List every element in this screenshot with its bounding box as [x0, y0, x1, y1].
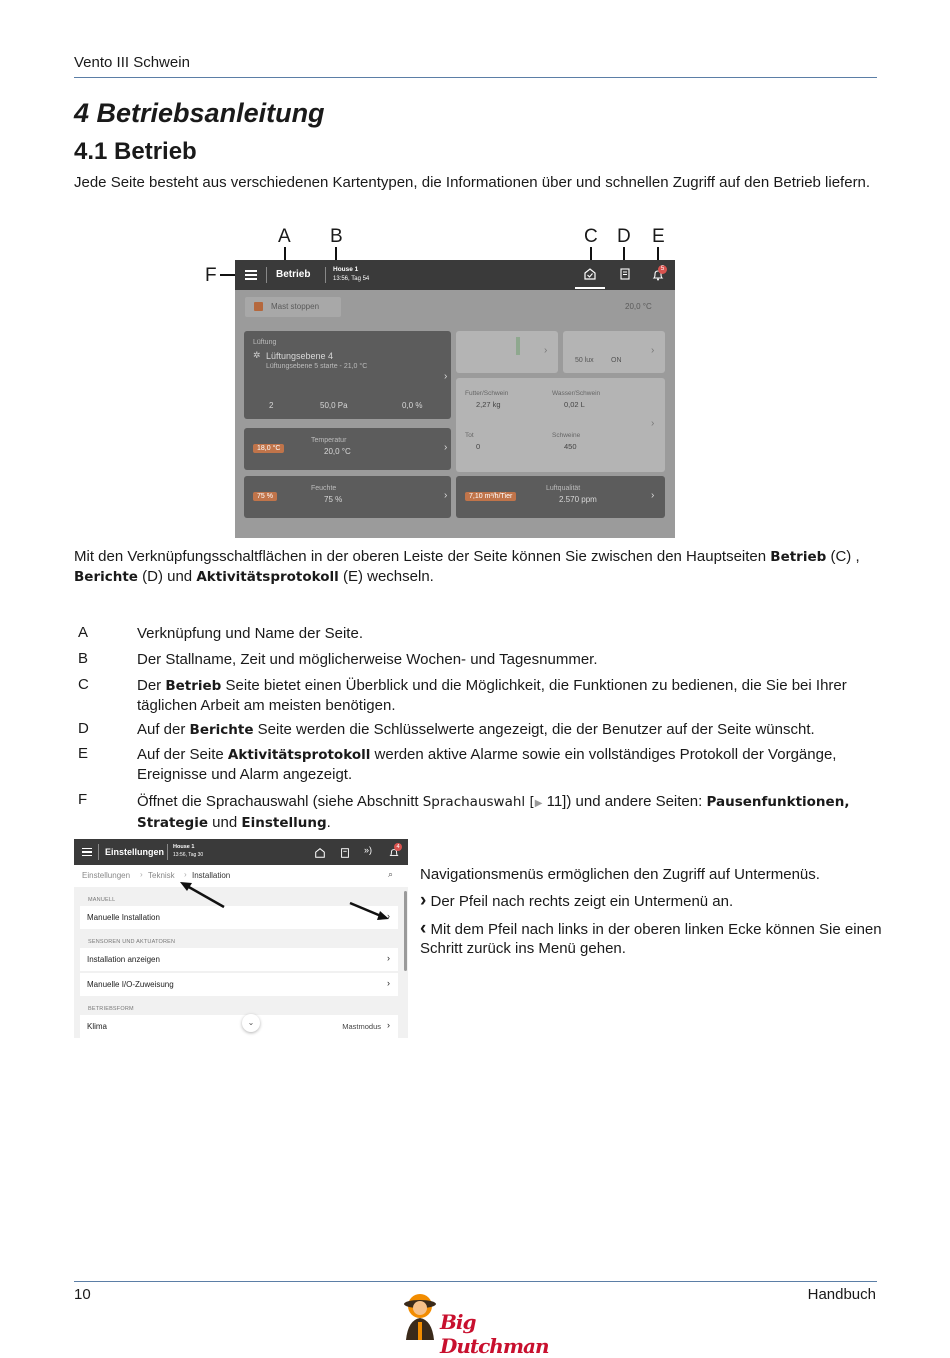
- temperature-setpoint: 18,0 °C: [253, 444, 284, 453]
- chevron-right-icon: ›: [387, 978, 390, 988]
- time-day: 13:56, Tag 54: [333, 276, 370, 282]
- dead-count: 0: [476, 442, 481, 451]
- ventilation-card[interactable]: Lüftung Lüftungsebene 4 ✲ Lüftungsebene 5 starte - 21,0 °C 2 50,0 Pa 0,0 % ›: [244, 331, 451, 419]
- percentage-value: 0,0 %: [402, 401, 423, 410]
- humidity-value: 75 %: [324, 495, 343, 504]
- signal-icon[interactable]: »): [364, 845, 373, 855]
- callout-d: D: [617, 226, 631, 247]
- legend-key-a: A: [78, 624, 89, 641]
- breadcrumb-item-installation: Installation: [192, 871, 231, 880]
- legend-text-d: Auf der Berichte Seite werden die Schlüsselwerte angezeigt, die der Benutzer auf der Seite wünscht.: [137, 721, 815, 738]
- fan-icon: ✲: [253, 350, 261, 360]
- screenshot-einstellungen: [74, 839, 408, 1038]
- page-name[interactable]: Betrieb: [276, 269, 311, 280]
- app-top-bar: [235, 260, 675, 290]
- climate-mode-value: Mastmodus: [342, 1022, 381, 1031]
- legend-key-f: F: [78, 791, 88, 808]
- alarm-badge: 4: [394, 843, 402, 851]
- legend-text-b: Der Stallname, Zeit und möglicherweise Wochen- und Tagesnummer.: [137, 651, 598, 668]
- temperature-value: 20,0 °C: [324, 447, 351, 456]
- alarm-badge: 5: [658, 265, 667, 274]
- annotation-arrows: [74, 839, 408, 1038]
- running-title: Vento III Schwein: [74, 54, 190, 71]
- callout-a: A: [278, 226, 291, 247]
- menu-icon[interactable]: [245, 270, 257, 280]
- chevron-right-icon: ›: [420, 890, 427, 911]
- breadcrumb-item-teknisk[interactable]: Teknisk: [148, 871, 175, 880]
- header-rule: [74, 77, 877, 78]
- chevron-left-icon: ‹: [420, 918, 427, 939]
- humidity-card[interactable]: 75 % Feuchte 75 % ›: [244, 476, 451, 518]
- production-card[interactable]: Futter/Schwein 2,27 kg Wasser/Schwein 0,02 L Tot 0 Schweine 450 ›: [456, 378, 665, 472]
- mast-stop-button[interactable]: Mast stoppen: [245, 297, 341, 317]
- nav-description-1: Navigationsmenüs ermöglichen den Zugriff auf Untermenüs.: [420, 866, 820, 883]
- legend-text-c: Der Betrieb Seite bietet einen Überblick und die Möglichkeit, die Funktionen zu bedienen, die Sie bei Ihrer täglichen Arbeit am meisten benötigen.: [137, 677, 847, 714]
- legend-text-e: Auf der Seite Aktivitätsprotokoll werden aktive Alarme sowie ein vollständiges Protokoll der Vorgänge, Ereignisse und Alarm angezeigt.: [137, 746, 837, 783]
- callout-c: C: [584, 226, 598, 247]
- list-item-show-installation[interactable]: Installation anzeigen ›: [80, 948, 398, 971]
- water-value: 0,02 L: [564, 400, 585, 409]
- pressure-value: 50,0 Pa: [320, 401, 348, 410]
- legend-text-a: Verknüpfung und Name der Seite.: [137, 625, 363, 642]
- humidity-setpoint: 75 %: [253, 492, 277, 501]
- nav-description-3: ‹ Mit dem Pfeil nach links in der oberen linken Ecke können Sie einen Schritt zurück ins Menü gehen.: [420, 918, 882, 957]
- legend-key-d: D: [78, 720, 89, 737]
- footer-rule: [74, 1281, 877, 1282]
- home-icon[interactable]: [583, 267, 597, 281]
- legend-key-b: B: [78, 650, 89, 667]
- chevron-right-icon: ›: [444, 371, 448, 382]
- callout-f: F: [205, 265, 217, 286]
- section-title: 4.1 Betrieb: [74, 138, 197, 165]
- arrow-right-icon: ▶: [534, 798, 543, 809]
- temperature-card[interactable]: 18,0 °C Temperatur 20,0 °C ›: [244, 428, 451, 470]
- chevron-right-icon: ›: [140, 870, 143, 879]
- document-type: Handbuch: [807, 1286, 876, 1303]
- chevron-right-icon: ›: [387, 1020, 390, 1030]
- active-tab-indicator: [575, 287, 605, 289]
- air-quality-card[interactable]: 7,10 m³/h/Tier Luftqualität 2.570 ppm ›: [456, 476, 665, 518]
- search-icon[interactable]: ⌕: [388, 869, 394, 879]
- house-name: House 1: [173, 844, 195, 850]
- air-quality-setpoint: 7,10 m³/h/Tier: [465, 492, 516, 501]
- legend-key-e: E: [78, 745, 89, 762]
- report-icon[interactable]: [618, 267, 632, 281]
- light-water-card[interactable]: 50 lux ON ›: [563, 331, 665, 373]
- air-quality-value: 2.570 ppm: [559, 495, 597, 504]
- status-card[interactable]: ›: [456, 331, 558, 373]
- time-day: 13:56, Tag 30: [173, 852, 204, 858]
- fan-count: 2: [269, 401, 274, 410]
- pig-count: 450: [564, 442, 577, 451]
- scroll-down-button[interactable]: ⌄: [242, 1014, 260, 1032]
- outside-temperature: 20,0 °C: [625, 302, 652, 311]
- pig-mascot-icon: [396, 1290, 444, 1342]
- section-label-sensors: SENSOREN UND AKTUATOREN: [88, 939, 176, 945]
- legend-key-c: C: [78, 676, 89, 693]
- callout-b: B: [330, 226, 343, 247]
- callout-e: E: [652, 226, 665, 247]
- light-value: 50 lux: [575, 357, 594, 364]
- ventilation-level: Lüftungsebene 4: [266, 351, 334, 361]
- feed-value: 2,27 kg: [476, 400, 501, 409]
- screenshot-betrieb: [235, 260, 675, 538]
- shortcut-paragraph: Mit den Verknüpfungsschaltflächen in der oberen Leiste der Seite können Sie zwischen den Hauptseiten Betrieb (C) , Berichte (D) und Aktivitätsprotokoll (E) wechseln.: [74, 548, 860, 585]
- nav-description-2: › Der Pfeil nach rechts zeigt ein Untermenü an.: [420, 890, 734, 911]
- list-item-manual-installation[interactable]: Manuelle Installation ›: [80, 906, 398, 929]
- stop-icon: [254, 302, 263, 311]
- chevron-right-icon: ›: [184, 870, 187, 879]
- legend-text-f: Öffnet die Sprachauswahl (siehe Abschnitt Sprachauswahl [▶ 11]) und andere Seiten: Pausenfunktionen, Strategie und Einstellung.: [137, 793, 850, 831]
- list-item-climate[interactable]: Klima Mastmodus ›: [80, 1015, 398, 1038]
- chevron-right-icon: ›: [387, 953, 390, 963]
- chevron-right-icon: ›: [387, 911, 390, 921]
- section-label-operation: BETRIEBSFORM: [88, 1006, 134, 1012]
- logo-wordmark: Big Dutchman: [440, 1310, 549, 1358]
- chapter-title: 4 Betriebsanleitung: [74, 98, 325, 128]
- page-name[interactable]: Einstellungen: [105, 847, 165, 857]
- section-label-manuell: MANUELL: [88, 897, 116, 903]
- house-name: House 1: [333, 266, 359, 273]
- page-number: 10: [74, 1286, 91, 1303]
- intro-paragraph: Jede Seite besteht aus verschiedenen Kartentypen, die Informationen über und schnellen Zugriff auf den Betrieb liefern.: [74, 174, 871, 191]
- breadcrumb-item-einstellungen[interactable]: Einstellungen: [82, 871, 131, 880]
- water-status: ON: [611, 357, 622, 364]
- cross-reference-link[interactable]: Sprachauswahl: [422, 794, 526, 810]
- list-item-io-assignment[interactable]: Manuelle I/O-Zuweisung ›: [80, 973, 398, 996]
- big-dutchman-logo: [396, 1290, 556, 1358]
